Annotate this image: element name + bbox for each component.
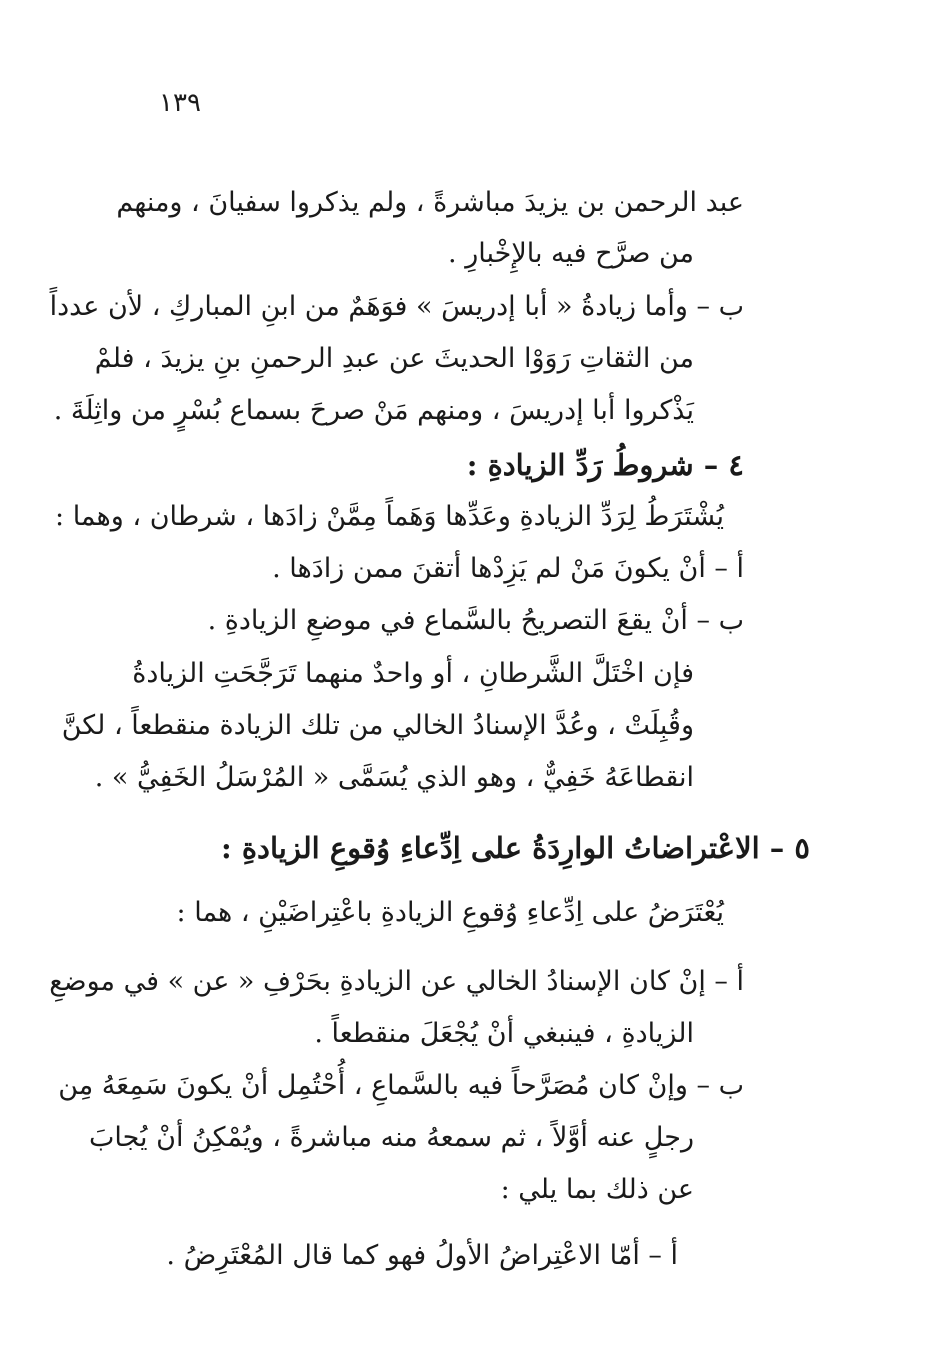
text-line: أ – أمّا الاعْتِراضُ الأولُ فهو كما قال المُعْتَرِضُ . [166, 1240, 678, 1271]
text-line: عن ذلك بما يلي : [500, 1174, 694, 1205]
text-line: عبد الرحمن بن يزيدَ مباشرةً ، ولم يذكروا سفيانَ ، ومنهم [116, 187, 744, 218]
text-line: أ – إنْ كان الإسنادُ الخالي عن الزيادةِ بحَرْفِ « عن » في موضعِ [49, 966, 744, 997]
text-line: الزيادةِ ، فينبغي أنْ يُجْعَلَ منقطعاً . [314, 1018, 694, 1049]
text-line: من الثقاتِ رَوَوْا الحديثَ عن عبدِ الرحمنِ بنِ يزيدَ ، فلمْ [94, 343, 694, 374]
text-line: يَذْكروا أبا إدريسَ ، ومنهم مَنْ صرحَ بسماع بُسْرٍ من واثِلَةَ . [53, 395, 694, 426]
section-title: – شروطُ رَدِّ الزيادةِ : [466, 448, 719, 482]
text-line: ب – وأما زيادةُ « أبا إدريسَ » فوَهَمٌ من ابنِ المباركِ ، لأن عدداً [49, 291, 744, 322]
text-line: ب – أنْ يقعَ التصريحُ بالسَّماع في موضعِ الزيادةِ . [207, 605, 744, 636]
text-line: رجلٍ عنه أوَّلاً ، ثم سمعهُ منه مباشرةً ، ويُمْكِنُ أنْ يُجابَ [88, 1122, 694, 1153]
text-line: فإن اخْتَلَّ الشَّرطانِ ، أو واحدٌ منهما تَرَجَّحَتِ الزيادةُ [132, 658, 694, 689]
section-title: – الاعْتراضاتُ الوارِدَةُ على اِدِّعاءِ وُقوعِ الزيادةِ : [221, 831, 785, 865]
page-number: ١٣٩ [159, 88, 201, 118]
text-line: انقطاعَهُ خَفِيٌّ ، وهو الذي يُسَمَّى « المُرْسَلُ الخَفِيُّ » . [94, 762, 694, 793]
text-line: وقُبِلَتْ ، وعُدَّ الإسنادُ الخالي من تلك الزيادة منقطعاً ، لكنَّ [61, 710, 694, 741]
text-line: يُشْتَرَطُ لِرَدِّ الزيادةِ وعَدِّها وَهَماً مِمَّنْ زادَها ، شرطان ، وهما : [55, 501, 724, 532]
section-number: ٥ [794, 831, 810, 865]
text-line: من صرَّح فيه بالإِخْبارِ . [448, 238, 694, 269]
text-line: ب – وإنْ كان مُصَرَّحاً فيه بالسَّماعِ ، أُحْتُمِل أنْ يكونَ سَمِعَهُ مِن [58, 1070, 744, 1101]
section-number: ٤ [728, 448, 744, 482]
text-line: يُعْتَرَضُ على اِدِّعاءِ وُقوعِ الزيادةِ باعْتِراضَيْنِ ، هما : [176, 897, 724, 928]
text-line: أ – أنْ يكونَ مَنْ لم يَزِدْها أتقنَ ممن زادَها . [272, 553, 744, 584]
section-heading-5 [221, 828, 810, 868]
section-heading-4 [467, 445, 744, 485]
